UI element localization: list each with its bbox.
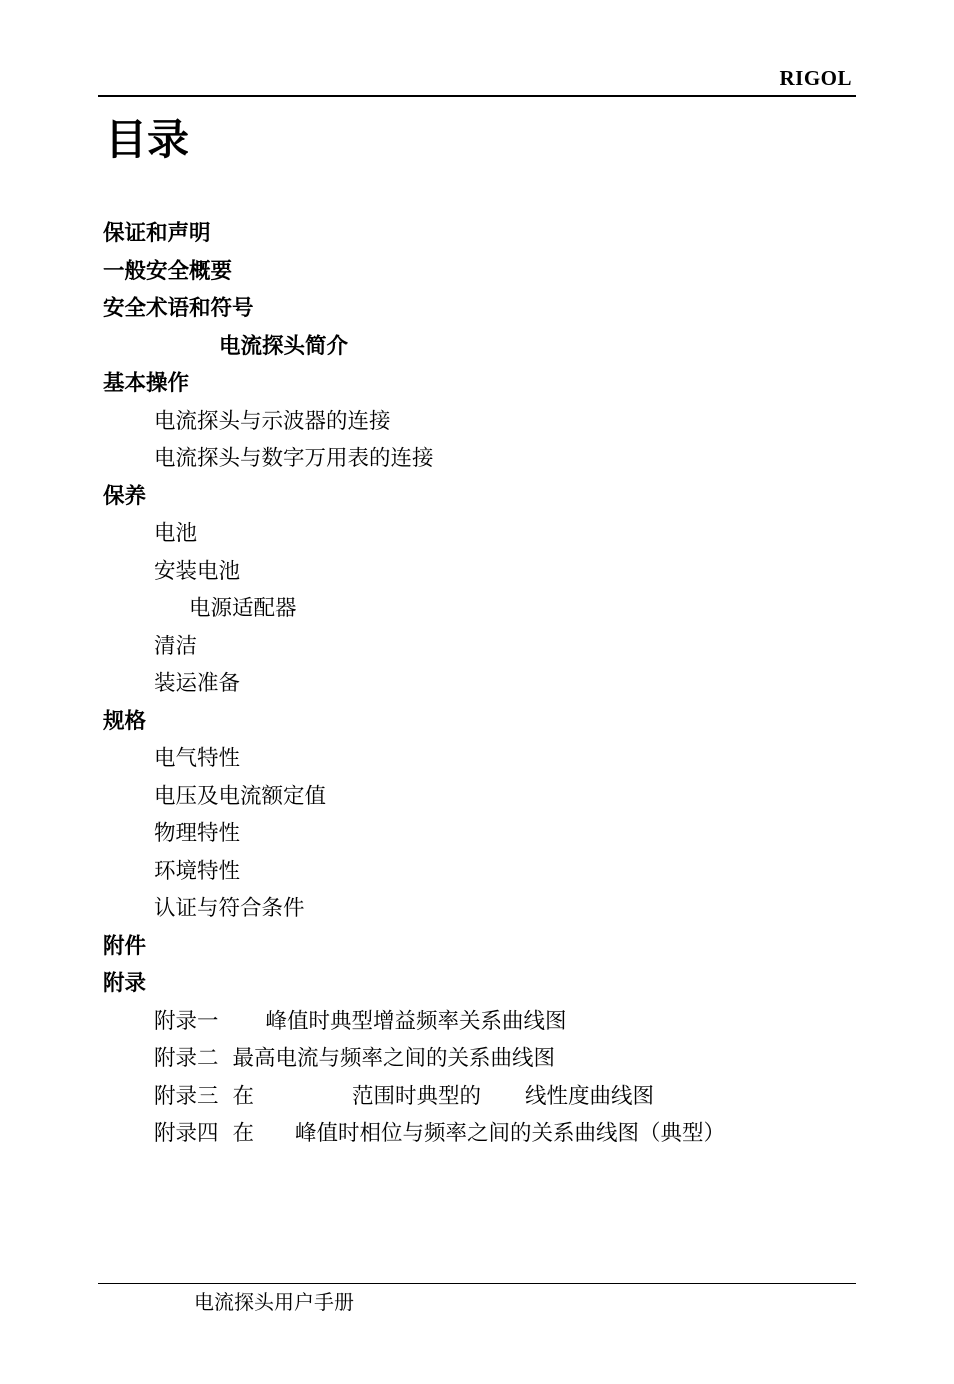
toc-item-physical[interactable]: 物理特性	[154, 821, 241, 846]
toc-item-electrical[interactable]: 电气特性	[154, 746, 241, 771]
toc-item-battery[interactable]: 电池	[154, 521, 198, 546]
toc-item-cleaning[interactable]: 清洁	[154, 633, 198, 659]
toc-item-connect-oscilloscope[interactable]: 电流探头与示波器的连接	[154, 408, 391, 434]
toc-item-appendix-4[interactable]	[103, 1115, 843, 1153]
toc-item-safety-terms[interactable]: 安全术语和符号	[103, 296, 254, 321]
toc-item-warranty[interactable]: 保证和声明	[103, 221, 211, 246]
toc-item-ratings[interactable]: 电压及电流额定值	[154, 783, 327, 809]
appendix-3-in: 在	[232, 1083, 255, 1109]
toc-item-accessories[interactable]: 附件	[103, 933, 147, 959]
brand-logo-text: RIGOL	[779, 66, 852, 90]
appendix-4-label: 附录四	[154, 1121, 219, 1146]
toc-item-safety-summary[interactable]: 一般安全概要	[103, 258, 233, 284]
table-of-contents	[103, 215, 843, 1153]
toc-item-appendix-3[interactable]	[103, 1078, 843, 1116]
toc-item-appendix-2[interactable]	[103, 1040, 843, 1078]
toc-item-shipping-prep[interactable]: 装运准备	[154, 671, 241, 696]
appendix-3-label: 附录三	[154, 1083, 219, 1109]
toc-item-certification[interactable]: 认证与符合条件	[154, 896, 305, 921]
toc-item-environmental[interactable]: 环境特性	[154, 858, 241, 884]
appendix-1-label: 附录一	[154, 1008, 219, 1034]
toc-item-specifications[interactable]: 规格	[103, 708, 147, 734]
footer-divider	[98, 1283, 856, 1284]
toc-item-connect-multimeter[interactable]: 电流探头与数字万用表的连接	[154, 446, 434, 471]
toc-item-basic-operation[interactable]: 基本操作	[103, 371, 190, 396]
header-divider	[98, 95, 856, 97]
toc-item-appendix[interactable]: 附录	[103, 971, 147, 996]
appendix-2-label: 附录二	[154, 1046, 219, 1071]
appendix-4-in: 在	[232, 1121, 255, 1146]
appendix-3-mid: 范围时典型的	[352, 1083, 482, 1109]
appendix-2-text: 最高电流与频率之间的关系曲线图	[232, 1046, 556, 1071]
page-title: 目录	[105, 115, 190, 164]
footer-title: 电流探头用户手册	[194, 1290, 354, 1314]
appendix-1-text: 峰值时典型增益频率关系曲线图	[265, 1008, 567, 1034]
toc-item-appendix-1[interactable]	[103, 1003, 843, 1041]
appendix-3-end: 线性度曲线图	[525, 1083, 655, 1109]
toc-item-probe-intro[interactable]: 电流探头简介	[219, 333, 349, 359]
toc-item-install-battery[interactable]: 安装电池	[154, 558, 241, 584]
appendix-4-text: 峰值时相位与频率之间的关系曲线图（典型）	[295, 1121, 726, 1146]
toc-item-power-adapter[interactable]: 电源适配器	[189, 596, 297, 621]
toc-item-maintenance[interactable]: 保养	[103, 483, 147, 509]
